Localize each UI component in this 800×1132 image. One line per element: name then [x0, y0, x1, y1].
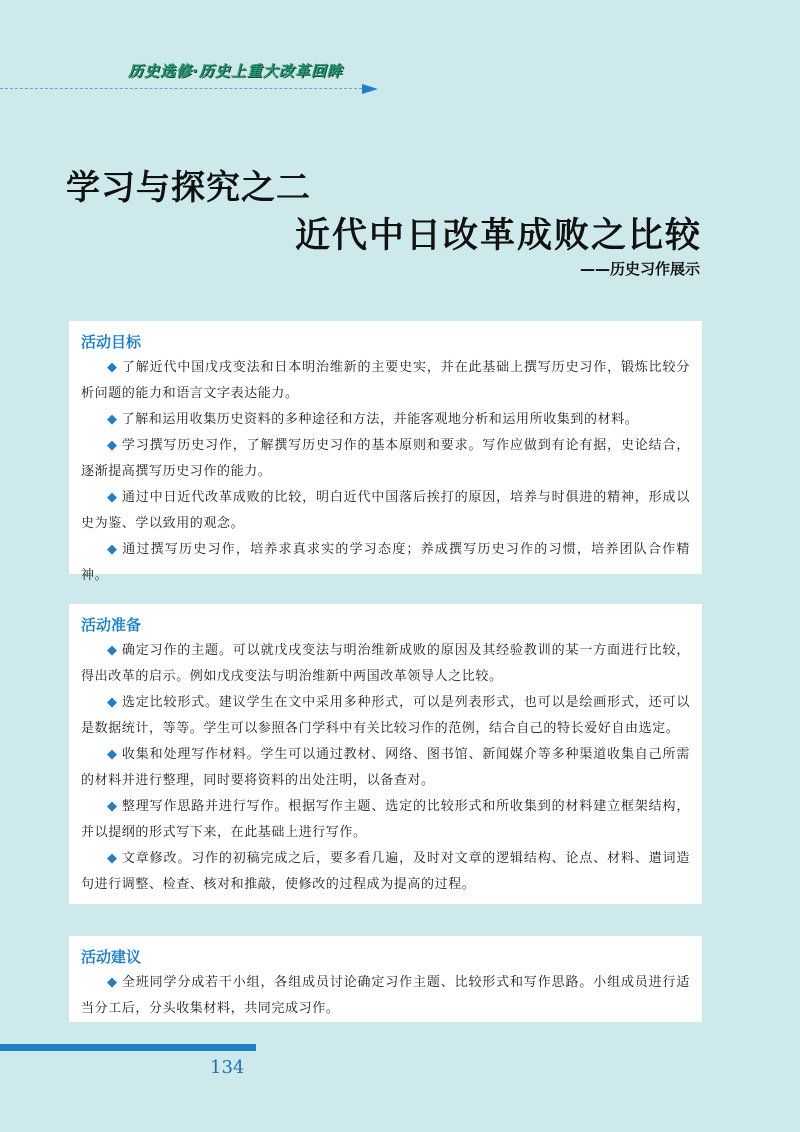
diamond-bullet-icon: ◆ [107, 490, 118, 505]
preparation-item-text: 文章修改。习作的初稿完成之后，要多看几遍，及时对文章的逻辑结构、论点、材料、遣词造句进行调整、检查、核对和推敲，使修改的过程成为提高的过程。 [81, 851, 690, 892]
study-title: 学习与探究之二 [66, 168, 311, 208]
suggestions-item [81, 970, 690, 1022]
diamond-bullet-icon: ◆ [107, 851, 118, 866]
goals-title: 活动目标 [81, 333, 142, 351]
preparation-item-text: 收集和处理写作材料。学生可以通过教材、网络、图书馆、新闻媒介等多种渠道收集自己所需的材料并进行整理，同时要将资料的出处注明，以备查对。 [81, 747, 690, 788]
diamond-bullet-icon: ◆ [107, 542, 119, 557]
running-header-title: 历史选修·历史上重大改革回眸 [128, 62, 343, 80]
diamond-bullet-icon: ◆ [107, 360, 118, 375]
goals-item-text: 了解近代中国戊戌变法和日本明治维新的主要史实，并在此基础上撰写历史习作，锻炼比较分析问题的能力和语言文字表达能力。 [81, 360, 690, 401]
preparation-item [81, 638, 690, 690]
diamond-bullet-icon: ◆ [107, 438, 118, 453]
diamond-bullet-icon: ◆ [107, 975, 118, 990]
diamond-bullet-icon: ◆ [107, 747, 118, 762]
suggestions-title: 活动建议 [81, 948, 142, 966]
diamond-bullet-icon: ◆ [107, 799, 118, 814]
diamond-bullet-icon: ◆ [107, 643, 118, 658]
goals-panel [69, 321, 702, 583]
preparation-item-text: 选定比较形式。建议学生在文中采用多种形式，可以是列表形式，也可以是绘画形式，还可以是数据统计，等等。学生可以参照各门学科中有关比较习作的范例，结合自己的特长爱好自由选定。 [81, 695, 690, 736]
preparation-item [81, 846, 690, 898]
preparation-item [81, 794, 690, 846]
preparation-title: 活动准备 [81, 616, 142, 634]
goals-item-text: 了解和运用收集历史资料的多种途径和方法，并能客观地分析和运用所收集到的材料。 [121, 412, 639, 427]
page-subtitle: ——历史习作展示 [579, 260, 700, 278]
header-arrow-icon [362, 84, 378, 94]
page-number: 134 [210, 1057, 245, 1078]
goals-item [81, 537, 690, 589]
goals-item [81, 355, 690, 407]
diamond-bullet-icon: ◆ [107, 412, 118, 427]
header-dashed-line [0, 88, 372, 89]
preparation-item [81, 690, 690, 742]
suggestions-item-text: 全班同学分成若干小组，各组成员讨论确定习作主题、比较形式和写作思路。小组成员进行适当分工后，分头收集材料，共同完成习作。 [81, 975, 690, 1016]
diamond-bullet-icon: ◆ [107, 695, 118, 710]
goals-item [81, 407, 690, 433]
goals-item-text: 学习撰写历史习作，了解撰写历史习作的基本原则和要求。写作应做到有论有据，史论结合，逐渐提高撰写历史习作的能力。 [81, 438, 690, 479]
page-title: 近代中日改革成败之比较 [294, 216, 702, 256]
preparation-item [81, 742, 690, 794]
preparation-item-text: 整理写作思路并进行写作。根据写作主题、选定的比较形式和所收集到的材料建立框架结构，并以提纲的形式写下来，在此基础上进行写作。 [81, 799, 690, 840]
goals-item [81, 433, 690, 485]
suggestions-panel [69, 936, 702, 1022]
preparation-panel [69, 604, 702, 904]
footer-bar [0, 1044, 256, 1051]
goals-item [81, 485, 690, 537]
goals-item-text: 通过撰写历史习作，培养求真求实的学习态度；养成撰写历史习作的习惯，培养团队合作精神。 [81, 542, 690, 583]
preparation-item-text: 确定习作的主题。可以就戊戌变法与明治维新成败的原因及其经验教训的某一方面进行比较，得出改革的启示。例如戊戌变法与明治维新中两国改革领导人之比较。 [81, 643, 690, 684]
goals-item-text: 通过中日近代改革成败的比较，明白近代中国落后挨打的原因，培养与时俱进的精神，形成以史为鉴、学以致用的观念。 [81, 490, 690, 531]
